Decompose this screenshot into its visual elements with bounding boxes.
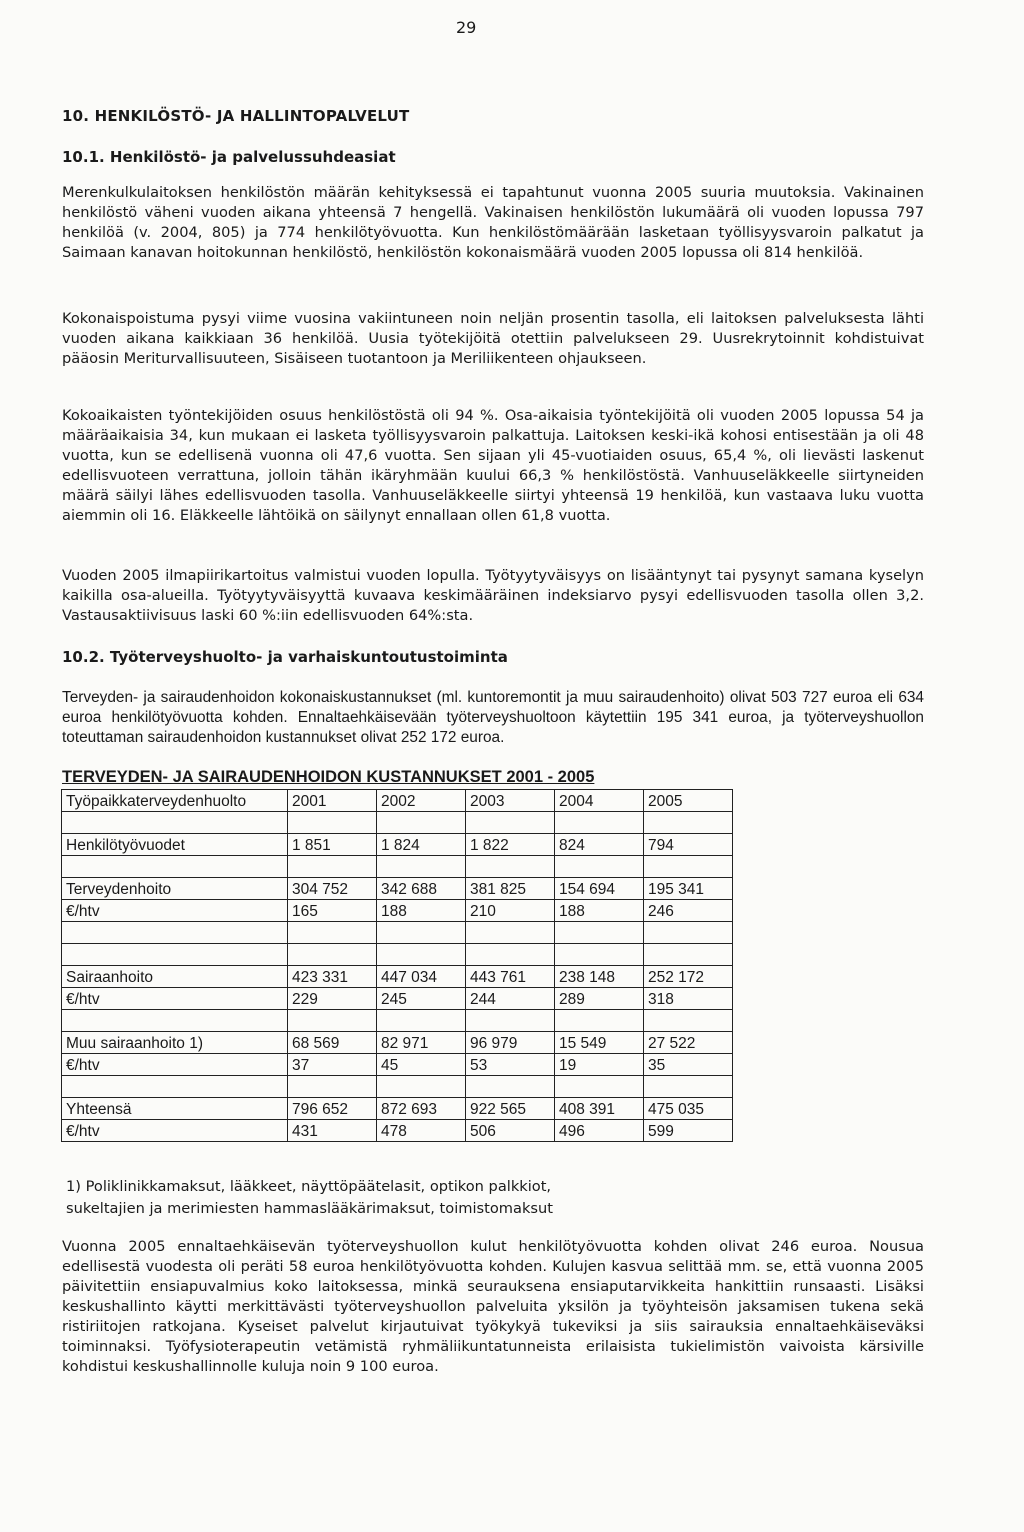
table-cell: 794 (644, 834, 733, 856)
table-row-label: Muu sairaanhoito 1) (62, 1032, 288, 1054)
table-row-label: Terveydenhoito (62, 878, 288, 900)
table-row-label: Sairaanhoito (62, 966, 288, 988)
table-row (62, 1032, 733, 1054)
table-cell: 37 (288, 1054, 377, 1076)
table-cell (555, 812, 644, 834)
table-cell: 165 (288, 900, 377, 922)
table-header-year: 2005 (644, 790, 733, 812)
table-cell (288, 922, 377, 944)
table-row-label: €/htv (62, 1054, 288, 1076)
table-cell (288, 856, 377, 878)
table-footnote (66, 1176, 553, 1220)
table-cell (644, 1010, 733, 1032)
table-spacer-row (62, 1010, 733, 1032)
table-header-year: 2004 (555, 790, 644, 812)
paragraph-turnover: Kokonaispoistuma pysyi viime vuosina vakiintuneen noin neljän prosentin tasolla, eli laitoksen palveluksesta lähti vuoden aikana kaikkiaan 36 henkilöä. Uusia työtekijöitä otettiin palvelukseen 29. Uusrekrytoinnit kohdistuivat pääosin Meriturvallisuuteen, Sisäiseen tuotantoon ja Meriliikenteen ohjaukseen. (62, 310, 924, 367)
table-spacer-row (62, 944, 733, 966)
table-cell: 381 825 (466, 878, 555, 900)
section-heading-10-1: 10.1. Henkilöstö- ja palvelussuhdeasiat (62, 148, 396, 166)
table-cell (466, 856, 555, 878)
table-cell: 1 824 (377, 834, 466, 856)
table-cell (466, 922, 555, 944)
table-row (62, 1120, 733, 1142)
table-cell (644, 944, 733, 966)
table-cell: 19 (555, 1054, 644, 1076)
table-cell: 229 (288, 988, 377, 1010)
table-cell: 27 522 (644, 1032, 733, 1054)
health-costs-table (61, 789, 733, 1142)
table-cell (288, 1076, 377, 1098)
table-cell: 431 (288, 1120, 377, 1142)
table-cell (377, 856, 466, 878)
table-row-label: Henkilötyövuodet (62, 834, 288, 856)
chapter-heading: 10. HENKILÖSTÖ- JA HALLINTOPALVELUT (62, 107, 410, 125)
table-cell (377, 922, 466, 944)
table-cell: 244 (466, 988, 555, 1010)
table-row-label: €/htv (62, 988, 288, 1010)
table-row-label: €/htv (62, 1120, 288, 1142)
table-row-label: €/htv (62, 900, 288, 922)
table-cell (644, 812, 733, 834)
table-row (62, 834, 733, 856)
footnote-line-1: 1) Poliklinikkamaksut, lääkkeet, näyttöpäätelasit, optikon palkkiot, (66, 1178, 552, 1195)
paragraph-workplace-survey: Vuoden 2005 ilmapiirikartoitus valmistui vuoden lopulla. Työtyytyväisyys on lisääntynyt tai pysynyt samana kyselyn kaikilla osa-alueilla. Työtyytyväisyyttä kuvaava keskimääräinen indeksiarvo pysyi edellisvuoden tasolla ollen 3,2. Vastausaktiivisuus laski 60 %:iin edellisvuoden 64%:sta. (62, 567, 924, 624)
table-cell: 68 569 (288, 1032, 377, 1054)
table-cell: 443 761 (466, 966, 555, 988)
table-row (62, 988, 733, 1010)
table-spacer-row (62, 856, 733, 878)
table-cell (555, 1010, 644, 1032)
paragraph-preventive-costs: Vuonna 2005 ennaltaehkäisevän työterveyshuollon kulut henkilötyövuotta kohden olivat 246 euroa. Nousua edellisestä vuodesta oli peräti 58 euroa henkilötyövuotta kohden. Kulujen kasvua selittää mm. se, että vuonna 2005 päivitettiin ensiapuvalmius koko laitoksessa, minkä seurauksena ensiaputarvikkeita hankittiin runsaasti. Lisäksi keskushallinto käytti merkittävästi työterveyshuollon palveluita yksilön ja työyhteisön jaksamisen tukena sekä ristiriitojen ratkojana. Kyseiset palvelut kirjautuivat työkykyä tukeviksi ja siis sairauksia ennaltaehkäiseväksi toiminnaksi. Työfysioterapeutin vetämistä ryhmäliikuntatunneista erilaisista tukielimistön vaivoista kärsiville kohdistui keskushallinnolle kuluja noin 9 100 euroa. (62, 1238, 924, 1375)
table-cell (555, 922, 644, 944)
table-cell: 1 851 (288, 834, 377, 856)
table-cell: 252 172 (644, 966, 733, 988)
table-spacer-row (62, 922, 733, 944)
table-cell (377, 812, 466, 834)
table-cell: 238 148 (555, 966, 644, 988)
table-row-label (62, 856, 288, 878)
table-row-label (62, 1010, 288, 1032)
table-cell: 304 752 (288, 878, 377, 900)
table-cell: 447 034 (377, 966, 466, 988)
table-cell: 53 (466, 1054, 555, 1076)
table-cell: 96 979 (466, 1032, 555, 1054)
table-cell (644, 856, 733, 878)
paragraph-staff-changes: Merenkulkulaitoksen henkilöstön määrän kehityksessä ei tapahtunut vuonna 2005 suuria muutoksia. Vakinainen henkilöstö väheni vuoden aikana yhteensä 7 hengellä. Vakinaisen henkilöstön lukumäärä oli vuoden lopussa 797 henkilöä (v. 2004, 805) ja 774 henkilötyövuotta. Kun henkilöstömäärään lasketaan työllisyysvaroin palkatut ja Saimaan kanavan hoitokunnan henkilöstö, henkilöstön kokonaismäärä vuoden 2005 lopussa oli 814 henkilöä. (62, 184, 924, 261)
table-title: TERVEYDEN- JA SAIRAUDENHOIDON KUSTANNUKSET 2001 - 2005 (62, 768, 595, 786)
table-cell (466, 944, 555, 966)
table-cell (377, 1010, 466, 1032)
table-cell: 922 565 (466, 1098, 555, 1120)
table-cell (377, 944, 466, 966)
paragraph-employment-types: Kokoaikaisten työntekijöiden osuus henkilöstöstä oli 94 %. Osa-aikaisia työntekijöitä oli vuoden 2005 lopussa 54 ja määräaikaisia 34, kun mukaan ei lasketa työllisyysvaroin palkattuja. Laitoksen keski-ikä kohosi entisestään ja oli 48 vuotta, kun se edellisenä vuonna oli 47,6 vuotta. Sen sijaan yli 45-vuotiaiden osuus, 65,4 %, oli lievästi laskenut edellisvuoteen verrattuna, jolloin tähän ikäryhmään kuului 66,3 % henkilöstöstä. Vanhuuseläkkeelle siirtyneiden määrä säilyi lähes edellisvuoden tasolla. Vanhuuseläkkeelle siirtyi yhteensä 19 henkilöä, kun vastaava luku vuotta aiemmin oli 16. Eläkkeelle lähtöikä on säilynyt ennallaan ollen 61,8 vuotta. (62, 407, 924, 524)
table-cell: 496 (555, 1120, 644, 1142)
table-cell: 408 391 (555, 1098, 644, 1120)
table-header-year: 2003 (466, 790, 555, 812)
table-row (62, 878, 733, 900)
table-cell (377, 1076, 466, 1098)
table-cell (555, 856, 644, 878)
table-row-label (62, 1076, 288, 1098)
table-cell: 342 688 (377, 878, 466, 900)
table-row (62, 1098, 733, 1120)
table-cell: 188 (555, 900, 644, 922)
table-spacer-row (62, 812, 733, 834)
table-cell: 423 331 (288, 966, 377, 988)
page-number: 29 (456, 18, 477, 37)
table-row-label (62, 812, 288, 834)
table-cell (644, 922, 733, 944)
table-cell (644, 1076, 733, 1098)
table-cell (466, 812, 555, 834)
table-row (62, 900, 733, 922)
table-cell: 188 (377, 900, 466, 922)
table-row (62, 1054, 733, 1076)
table-cell: 475 035 (644, 1098, 733, 1120)
table-row-label (62, 944, 288, 966)
table-cell: 872 693 (377, 1098, 466, 1120)
table-cell: 45 (377, 1054, 466, 1076)
table-cell: 195 341 (644, 878, 733, 900)
table-cell: 154 694 (555, 878, 644, 900)
section-heading-10-2: 10.2. Työterveyshuolto- ja varhaiskuntoutustoiminta (62, 648, 508, 666)
table-row (62, 966, 733, 988)
table-cell: 35 (644, 1054, 733, 1076)
table-cell (288, 1010, 377, 1032)
table-cell (288, 944, 377, 966)
table-header-year: 2001 (288, 790, 377, 812)
table-cell (555, 944, 644, 966)
table-cell (555, 1076, 644, 1098)
table-cell: 82 971 (377, 1032, 466, 1054)
table-row-label (62, 922, 288, 944)
table-header-year: 2002 (377, 790, 466, 812)
table-header-row (62, 790, 733, 812)
table-cell: 796 652 (288, 1098, 377, 1120)
table-spacer-row (62, 1076, 733, 1098)
table-cell: 1 822 (466, 834, 555, 856)
table-cell: 245 (377, 988, 466, 1010)
table-cell: 289 (555, 988, 644, 1010)
table-cell: 599 (644, 1120, 733, 1142)
footnote-line-2: sukeltajien ja merimiesten hammaslääkärimaksut, toimistomaksut (66, 1200, 553, 1217)
table-cell (466, 1076, 555, 1098)
table-row-label: Yhteensä (62, 1098, 288, 1120)
table-cell: 246 (644, 900, 733, 922)
table-cell (466, 1010, 555, 1032)
table-cell: 824 (555, 834, 644, 856)
paragraph-health-costs: Terveyden- ja sairaudenhoidon kokonaiskustannukset (ml. kuntoremontit ja muu sairaudenhoito) olivat 503 727 euroa eli 634 euroa henkilötyövuotta kohden. Ennaltaehkäisevään työterveyshuoltoon käytettiin 195 341 euroa, ja työterveyshuollon toteuttaman sairaudenhoidon kustannukset olivat 252 172 euroa. (62, 689, 924, 746)
table-cell: 318 (644, 988, 733, 1010)
table-cell: 478 (377, 1120, 466, 1142)
table-cell: 15 549 (555, 1032, 644, 1054)
table-header-label: Työpaikkaterveydenhuolto (62, 790, 288, 812)
table-cell: 210 (466, 900, 555, 922)
table-cell (288, 812, 377, 834)
table-cell: 506 (466, 1120, 555, 1142)
